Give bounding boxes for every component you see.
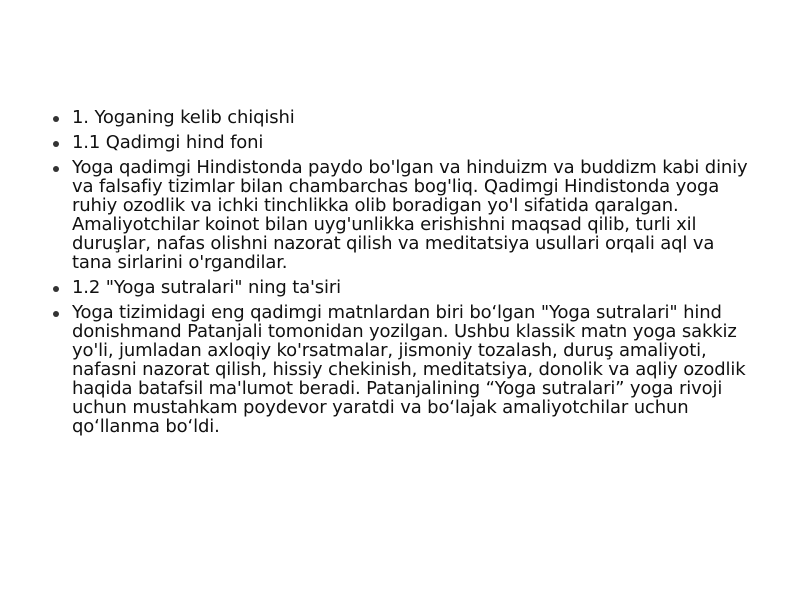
bullet-text: 1. Yoganing kelib chiqishi (72, 107, 295, 128)
bullet-text: Yoga tizimidagi eng qadimgi matnlardan biri bo‘lgan "Yoga sutralari" hind donishmand Patanjali tomonidan yozilgan. Ushbu klassik matn yoga sakkiz yo'li, jumladan axloqiy ko'rsatmalar, jismoniy tozalash, duruş amaliyoti, nafasni nazorat qilish, hissiy chekinish, meditatsiya, donolik va aqliy ozodlik haqida batafsil ma'lumot beradi. Patanjalining “Yoga sutralari” yoga rivoji uchun mustahkam poydevor yaratdi va bo‘lajak amaliyotchilar uchun qo‘llanma bo‘ldi. (72, 302, 746, 437)
bullet-dot-icon (53, 166, 59, 172)
bullet-item-subheading-background (50, 133, 750, 152)
bullet-text: 1.2 "Yoga sutralari" ning ta'siri (72, 277, 341, 298)
bullet-dot-icon (53, 311, 59, 317)
bullet-dot-icon (53, 116, 59, 122)
bullet-dot-icon (53, 286, 59, 292)
bullet-item-paragraph-sutras (50, 303, 750, 436)
bullet-item-subheading-sutras (50, 278, 750, 297)
bullet-item-heading-origin (50, 108, 750, 127)
bullet-list (50, 108, 750, 442)
bullet-text: 1.1 Qadimgi hind foni (72, 132, 264, 153)
bullet-item-paragraph-background (50, 158, 750, 272)
bullet-text: Yoga qadimgi Hindistonda paydo bo'lgan va hinduizm va buddizm kabi diniy va falsafiy tizimlar bilan chambarchas bog'liq. Qadimgi Hindistonda yoga ruhiy ozodlik va ichki tinchlikka olib boradigan yo'l sifatida qaralgan. Amaliyotchilar koinot bilan uyg'unlikka erishishni maqsad qilib, turli xil duruşlar, nafas olishni nazorat qilish va meditatsiya usullari orqali aql va tana sirlarini o'rgandilar. (72, 157, 748, 273)
bullet-dot-icon (53, 141, 59, 147)
